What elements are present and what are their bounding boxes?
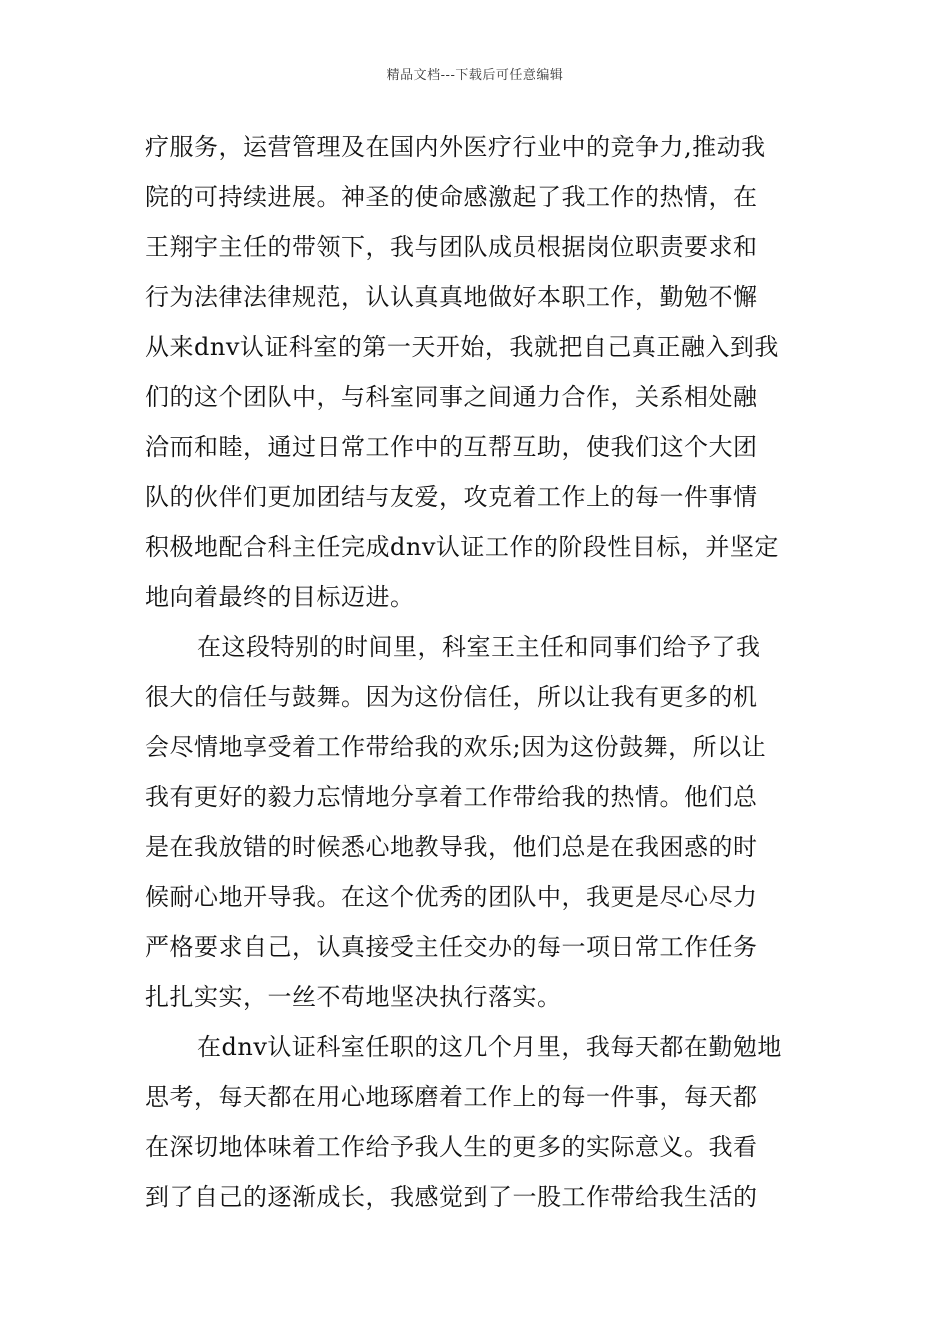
text-line: 我有更好的毅力忘情地分享着工作带给我的热情。他们总 xyxy=(145,783,758,811)
page-header: 精品文档---下载后可任意编辑 xyxy=(386,68,564,83)
text-line: 队的伙伴们更加团结与友爱，攻克着工作上的每一件事情 xyxy=(145,483,758,511)
text-line: 院的可持续进展。神圣的使命感激起了我工作的热情，在 xyxy=(145,183,758,211)
text-line: 洽而和睦，通过日常工作中的互帮互助，使我们这个大团 xyxy=(145,433,758,461)
text-line: 到了自己的逐渐成长，我感觉到了一股工作带给我生活的 xyxy=(145,1183,758,1211)
text-line: 在深切地体味着工作给予我人生的更多的实际意义。我看 xyxy=(145,1133,758,1161)
text-line: 积极地配合科主任完成dnv认证工作的阶段性目标，并坚定 xyxy=(145,533,779,561)
text-line: 从来dnv认证科室的第一天开始，我就把自己真正融入到我 xyxy=(145,333,779,361)
text-line: 王翔宇主任的带领下，我与团队成员根据岗位职责要求和 xyxy=(145,233,758,261)
text-line: 会尽情地享受着工作带给我的欢乐;因为这份鼓舞，所以让 xyxy=(145,733,767,761)
text-line: 地向着最终的目标迈进。 xyxy=(145,583,415,611)
paragraph-first-line: 在dnv认证科室任职的这几个月里，我每天都在勤勉地 xyxy=(197,1033,782,1061)
text-line: 是在我放错的时候悉心地教导我，他们总是在我困惑的时 xyxy=(145,833,758,861)
text-line: 严格要求自己，认真接受主任交办的每一项日常工作任务 xyxy=(145,933,758,961)
document-body xyxy=(145,122,807,1222)
text-line: 行为法律法律规范，认认真真地做好本职工作，勤勉不懈 xyxy=(145,283,758,311)
text-line: 候耐心地开导我。在这个优秀的团队中，我更是尽心尽力 xyxy=(145,883,758,911)
text-line: 思考，每天都在用心地琢磨着工作上的每一件事，每天都 xyxy=(145,1083,758,1111)
text-line: 们的这个团队中，与科室同事之间通力合作，关系相处融 xyxy=(145,383,758,411)
text-line: 很大的信任与鼓舞。因为这份信任，所以让我有更多的机 xyxy=(145,683,758,711)
text-line: 扎扎实实，一丝不苟地坚决执行落实。 xyxy=(145,983,562,1011)
paragraph-first-line: 在这段特别的时间里，科室王主任和同事们给予了我 xyxy=(197,633,761,661)
text-line: 疗服务，运营管理及在国内外医疗行业中的竞争力,推动我 xyxy=(145,133,766,161)
